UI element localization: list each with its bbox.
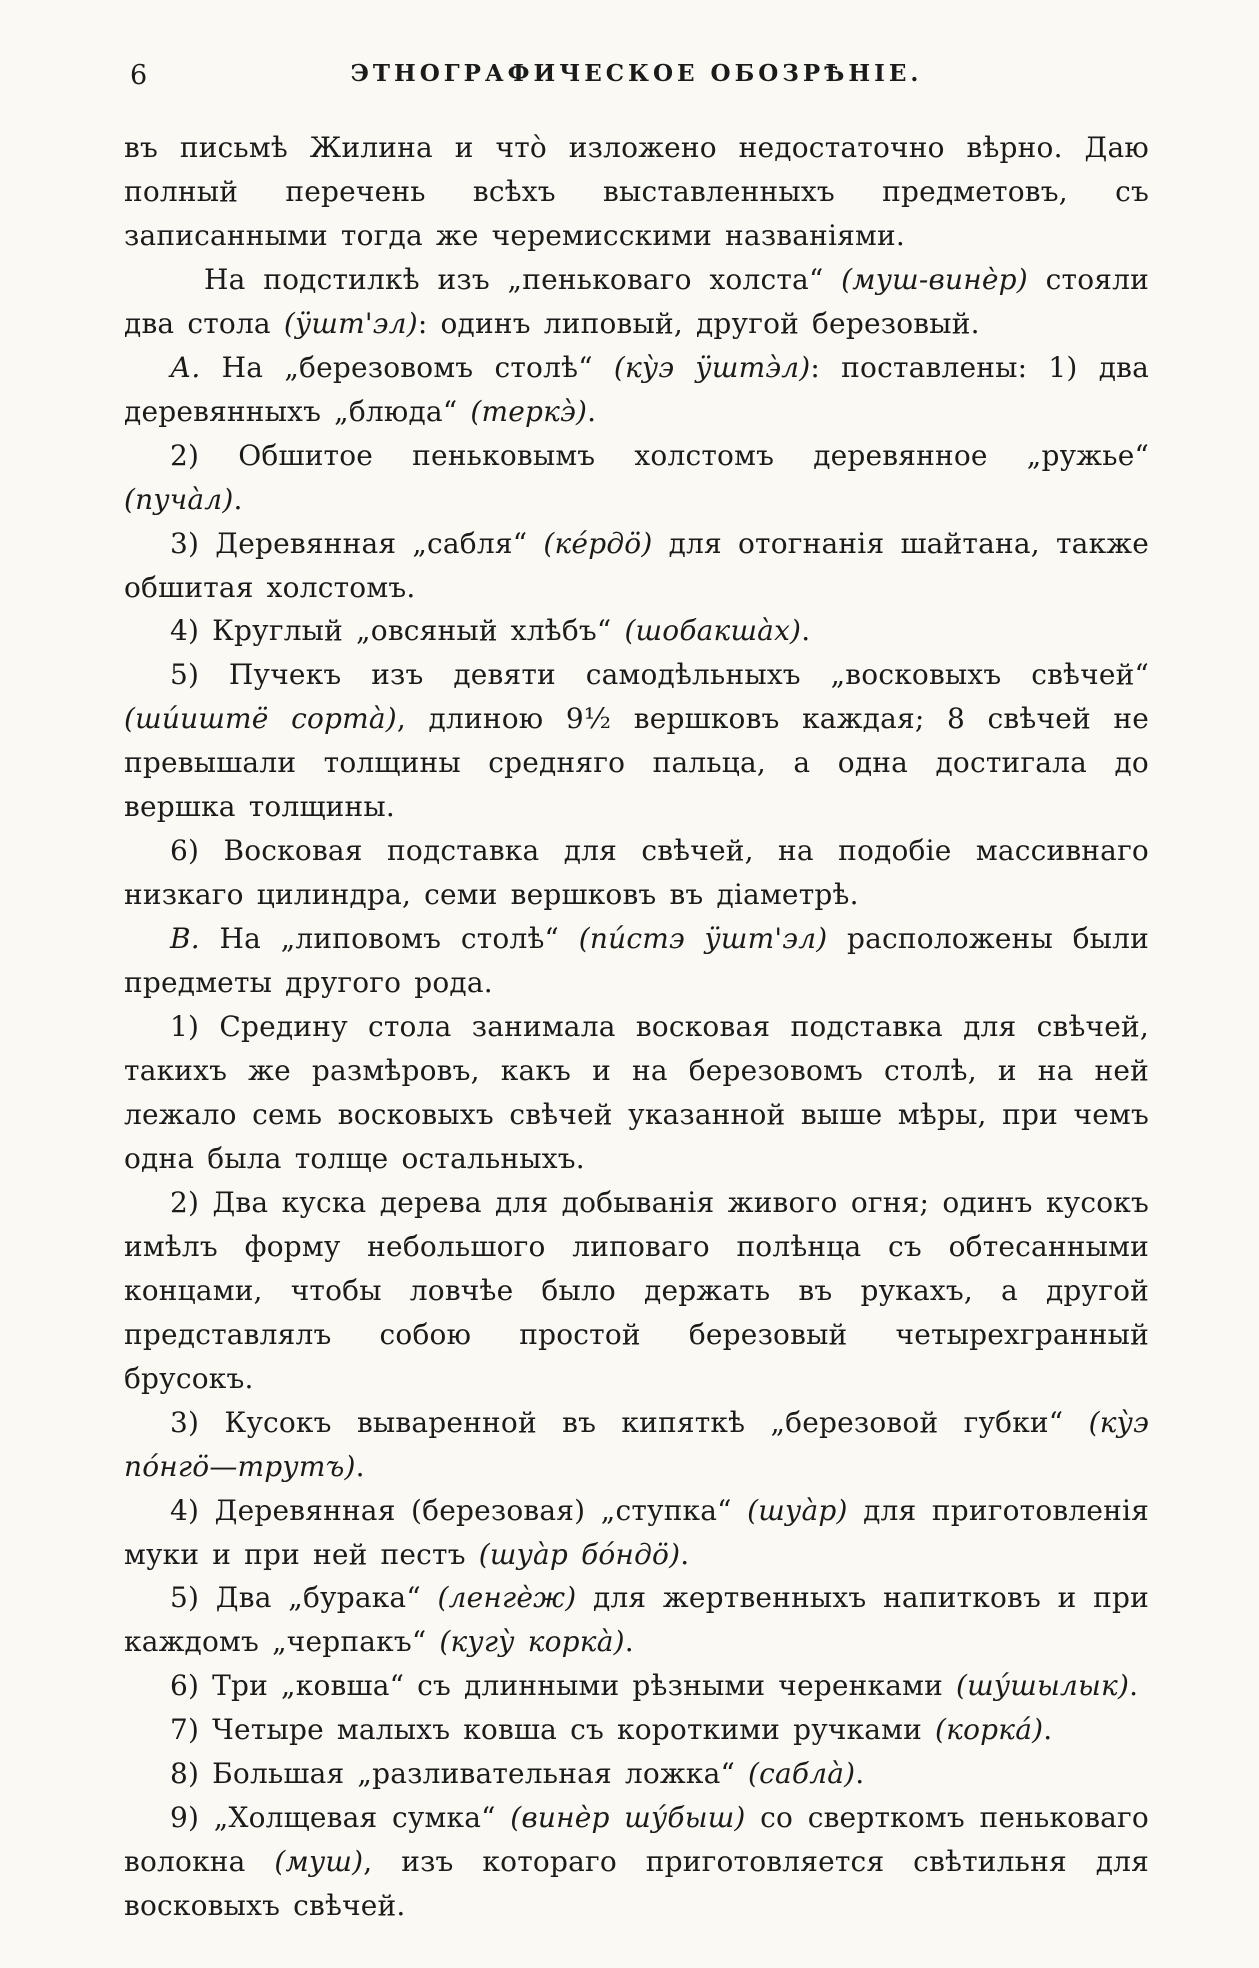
paragraph [124, 1796, 1149, 1928]
text-block [124, 126, 1149, 1928]
text-segment: 6) Три „ковша“ съ длинными рѣзными черенками [170, 1669, 956, 1703]
text-segment: На „липовомъ столѣ“ [199, 922, 579, 956]
page-header [124, 56, 1149, 96]
text-segment: 8) Большая „разливательная ложка“ [170, 1757, 748, 1791]
text-segment: На „березовомъ столѣ“ [200, 350, 614, 384]
cheremis-term: (шу́шылык) [956, 1669, 1130, 1703]
text-segment: 5) Пучекъ изъ девяти самодѣльныхъ „восковыхъ свѣчей“ [170, 658, 1149, 692]
text-segment: 4) Круглый „овсяный хлѣбъ“ [170, 614, 625, 648]
cheremis-term: (шуа̀р) [747, 1493, 848, 1527]
paragraph [124, 829, 1149, 917]
text-segment: . [1129, 1669, 1139, 1703]
text-segment: въ письмѣ Жилина и что̀ изложено недостаточно вѣрно. Даю полный перечень всѣхъ выставленныхъ предметовъ, съ записанными тогда же черемисскими названіями. [124, 131, 1149, 252]
text-segment: 6) Восковая подставка для свѣчей, на подобіе массивнаго низкаго цилиндра, семи вершковъ въ діаметрѣ. [124, 834, 1149, 912]
text-segment: , длиною 9½ вершковъ каждая; 8 свѣчей не превышали толщины средняго пальца, а одна достигала до вершка толщины. [124, 702, 1149, 824]
paragraph [124, 1752, 1149, 1796]
text-segment: : одинъ липовый, другой березовый. [417, 306, 980, 340]
text-segment: со сверткомъ пеньковаго волокна [124, 1801, 1149, 1879]
cheremis-term: (муш) [274, 1845, 364, 1879]
cheremis-term: В. [170, 922, 200, 956]
cheremis-term: (винѐр шу́быш) [510, 1801, 746, 1835]
paragraph [124, 917, 1149, 1005]
cheremis-term: (ке́рдӧ) [543, 526, 653, 560]
paragraph [124, 653, 1149, 829]
text-segment: . [355, 1449, 365, 1483]
paragraph [124, 434, 1149, 522]
paragraph [124, 346, 1149, 434]
paragraph [124, 1401, 1149, 1489]
text-segment: стояли два стола [124, 262, 1149, 340]
cheremis-term: (кугу̀ корка̀) [439, 1625, 625, 1659]
text-segment: 7) Четыре малыхъ ковша съ короткими ручками [170, 1713, 936, 1747]
cheremis-term: А. [170, 350, 201, 384]
text-segment: для приготовленія муки и при ней пестъ [124, 1493, 1149, 1571]
cheremis-term: (ши́иштё сорта̀) [124, 702, 397, 736]
cheremis-term: (корка́) [935, 1713, 1044, 1747]
text-segment: 3) Кусокъ вываренной въ кипяткѣ „березовой губки“ [170, 1405, 1089, 1439]
text-segment: . [680, 1537, 690, 1571]
text-segment: 2) Два куска дерева для добыванія живого огня; одинъ кусокъ имѣлъ форму небольшого липоваго полѣнца съ обтесанными концами, чтобы ловчѣе было держать въ рукахъ, а другой представлялъ собою простой березовый четырехгранный брусокъ. [124, 1185, 1149, 1395]
text-segment: 1) Средину стола занимала восковая подставка для свѣчей, такихъ же размѣровъ, какъ и на березовомъ столѣ, и на ней лежало семь восковыхъ свѣчей указанной выше мѣры, при чемъ одна была толще остальныхъ. [124, 1010, 1149, 1175]
running-title: ЭТНОГРАФИЧЕСКОЕ ОБОЗРѢНІЕ. [350, 60, 923, 87]
paragraph [124, 609, 1149, 653]
paragraph [124, 1664, 1149, 1708]
cheremis-term: (сабла̀) [748, 1757, 856, 1791]
cheremis-term: (шуа̀р бо́ндӧ) [478, 1537, 681, 1571]
text-segment: 4) Деревянная (березовая) „ступка“ [170, 1493, 748, 1527]
text-segment: : поставлены: 1) два деревянныхъ „блюда“ [124, 350, 1150, 428]
text-segment: 3) Деревянная „сабля“ [170, 526, 544, 560]
paragraph [124, 1005, 1149, 1181]
paragraph [124, 1181, 1149, 1401]
cheremis-term: (ку̀э по́нгӧ—трутъ) [124, 1405, 1149, 1483]
text-segment: . [624, 1625, 634, 1659]
cheremis-term: (шобакша̀х) [624, 614, 802, 648]
text-segment: . [587, 394, 597, 428]
text-segment: 2) Обшитое пеньковымъ холстомъ деревянное „ружье“ [170, 438, 1149, 472]
cheremis-term: (ку̀э ӱштэ̀л) [613, 350, 811, 384]
paragraph [124, 258, 1149, 346]
text-segment: 9) „Холщевая сумка“ [170, 1801, 511, 1835]
text-segment: для отогнанія шайтана, также обшитая холстомъ. [124, 526, 1150, 604]
page-number: 6 [130, 60, 148, 91]
cheremis-term: (муш-винѐр) [841, 262, 1028, 296]
paragraph [124, 126, 1149, 258]
paragraph [124, 522, 1149, 610]
cheremis-term: (пи́стэ ӱшт'эл) [578, 922, 828, 956]
text-segment: расположены были предметы другого рода. [124, 922, 1149, 1000]
text-segment: . [801, 614, 811, 648]
text-segment: . [1043, 1713, 1053, 1747]
paragraph [124, 1708, 1149, 1752]
paragraph [124, 1576, 1149, 1664]
cheremis-term: (ӱшт'эл) [283, 306, 418, 340]
text-segment: . [233, 482, 243, 516]
cheremis-term: (теркэ̀) [470, 394, 588, 428]
cheremis-term: (пуча̀л) [124, 482, 234, 516]
text-segment: На подстилкѣ изъ „пеньковаго холста“ [204, 262, 842, 296]
text-segment: 5) Два „бурака“ [170, 1581, 438, 1615]
text-segment: . [855, 1757, 865, 1791]
text-segment: , изъ котораго приготовляется свѣтильня для восковыхъ свѣчей. [124, 1845, 1149, 1923]
text-segment: для жертвенныхъ напитковъ и при каждомъ „черпакъ“ [124, 1581, 1149, 1659]
cheremis-term: (ленгѐж) [437, 1581, 577, 1615]
paragraph [124, 1489, 1149, 1577]
